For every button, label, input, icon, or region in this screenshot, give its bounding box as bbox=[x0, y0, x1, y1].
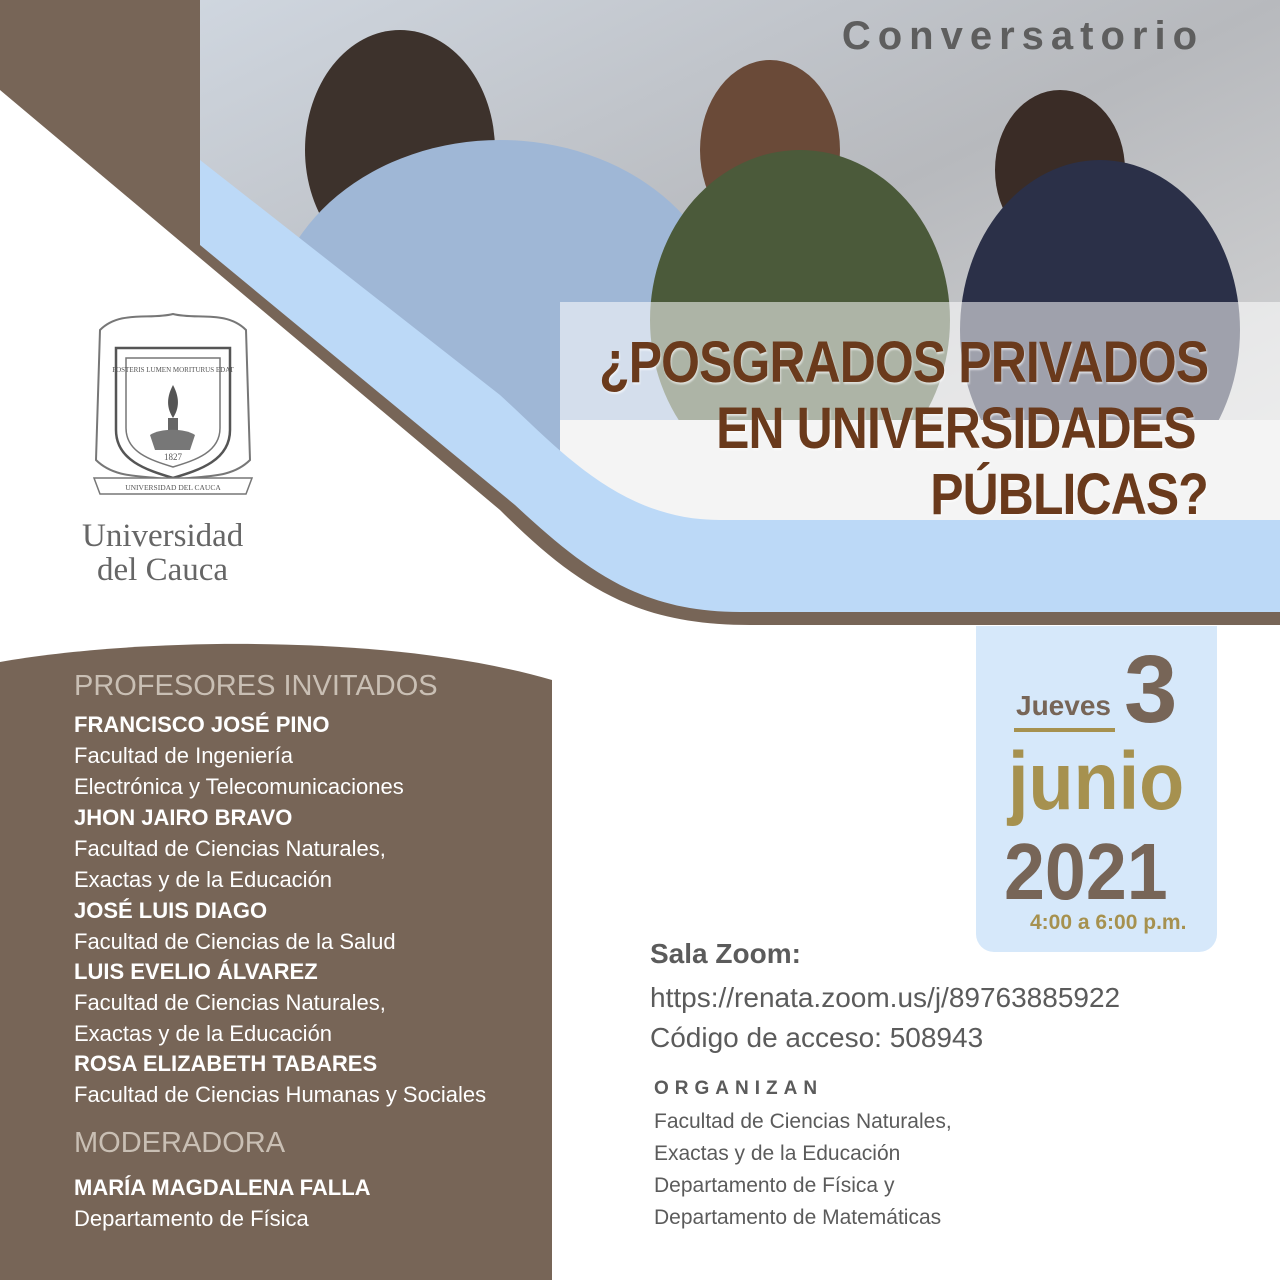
university-seal-logo bbox=[80, 310, 266, 506]
guest-2-affiliation-2: Exactas y de la Educación bbox=[74, 867, 333, 892]
guest-3-name: JOSÉ LUIS DIAGO bbox=[74, 898, 268, 923]
organizer-line-1: Facultad de Ciencias Naturales, bbox=[654, 1110, 952, 1133]
organizers-title: ORGANIZAN bbox=[654, 1078, 824, 1099]
organizer-line-2: Exactas y de la Educación bbox=[654, 1142, 901, 1165]
moderator-name: MARÍA MAGDALENA FALLA bbox=[74, 1175, 371, 1200]
university-name-line-1: Universidad bbox=[82, 518, 244, 554]
guest-4-name: LUIS EVELIO ÁLVAREZ bbox=[74, 959, 318, 984]
organizer-line-3: Departamento de Física y bbox=[654, 1174, 895, 1197]
date-year: 2021 bbox=[1004, 827, 1168, 916]
date-time: 4:00 a 6:00 p.m. bbox=[1030, 911, 1187, 934]
svg-text:POSTERIS LUMEN MORITURUS EDAT: POSTERIS LUMEN MORITURUS EDAT bbox=[112, 366, 234, 374]
headline-line-1: ¿POSGRADOS PRIVADOS bbox=[598, 330, 1208, 395]
headline-line-2: EN UNIVERSIDADES bbox=[716, 396, 1196, 461]
guest-1-name: FRANCISCO JOSÉ PINO bbox=[74, 712, 330, 737]
guests-title: PROFESORES INVITADOS bbox=[74, 670, 438, 702]
guest-3-affiliation-1: Facultad de Ciencias de la Salud bbox=[74, 929, 396, 954]
zoom-label: Sala Zoom: bbox=[650, 938, 801, 969]
weekday-underline bbox=[1014, 728, 1115, 732]
guest-2-name: JHON JAIRO BRAVO bbox=[74, 805, 293, 830]
kicker-title: Conversatorio bbox=[841, 14, 1204, 58]
guest-1-affiliation-2: Electrónica y Telecomunicaciones bbox=[74, 774, 404, 799]
guest-4-affiliation-2: Exactas y de la Educación bbox=[74, 1021, 333, 1046]
organizer-line-4: Departamento de Matemáticas bbox=[654, 1206, 942, 1229]
svg-text:1827: 1827 bbox=[164, 452, 182, 462]
date-month: junio bbox=[1008, 736, 1185, 827]
university-name-line-2: del Cauca bbox=[97, 552, 229, 588]
guest-1-affiliation-1: Facultad de Ingeniería bbox=[74, 743, 293, 768]
guest-5-name: ROSA ELIZABETH TABARES bbox=[74, 1051, 378, 1076]
zoom-link[interactable]: https://renata.zoom.us/j/89763885922 bbox=[650, 982, 1121, 1013]
headline-line-3: PÚBLICAS? bbox=[930, 462, 1208, 527]
moderator-affiliation: Departamento de Física bbox=[74, 1206, 309, 1231]
date-weekday: Jueves bbox=[1016, 690, 1111, 721]
zoom-access-code: Código de acceso: 508943 bbox=[650, 1022, 984, 1053]
guest-4-affiliation-1: Facultad de Ciencias Naturales, bbox=[74, 990, 386, 1015]
guest-5-affiliation-1: Facultad de Ciencias Humanas y Sociales bbox=[74, 1082, 487, 1107]
date-day: 3 bbox=[1124, 636, 1178, 743]
svg-text:UNIVERSIDAD DEL CAUCA: UNIVERSIDAD DEL CAUCA bbox=[125, 483, 221, 492]
moderator-title: MODERADORA bbox=[74, 1127, 286, 1159]
guest-2-affiliation-1: Facultad de Ciencias Naturales, bbox=[74, 836, 386, 861]
